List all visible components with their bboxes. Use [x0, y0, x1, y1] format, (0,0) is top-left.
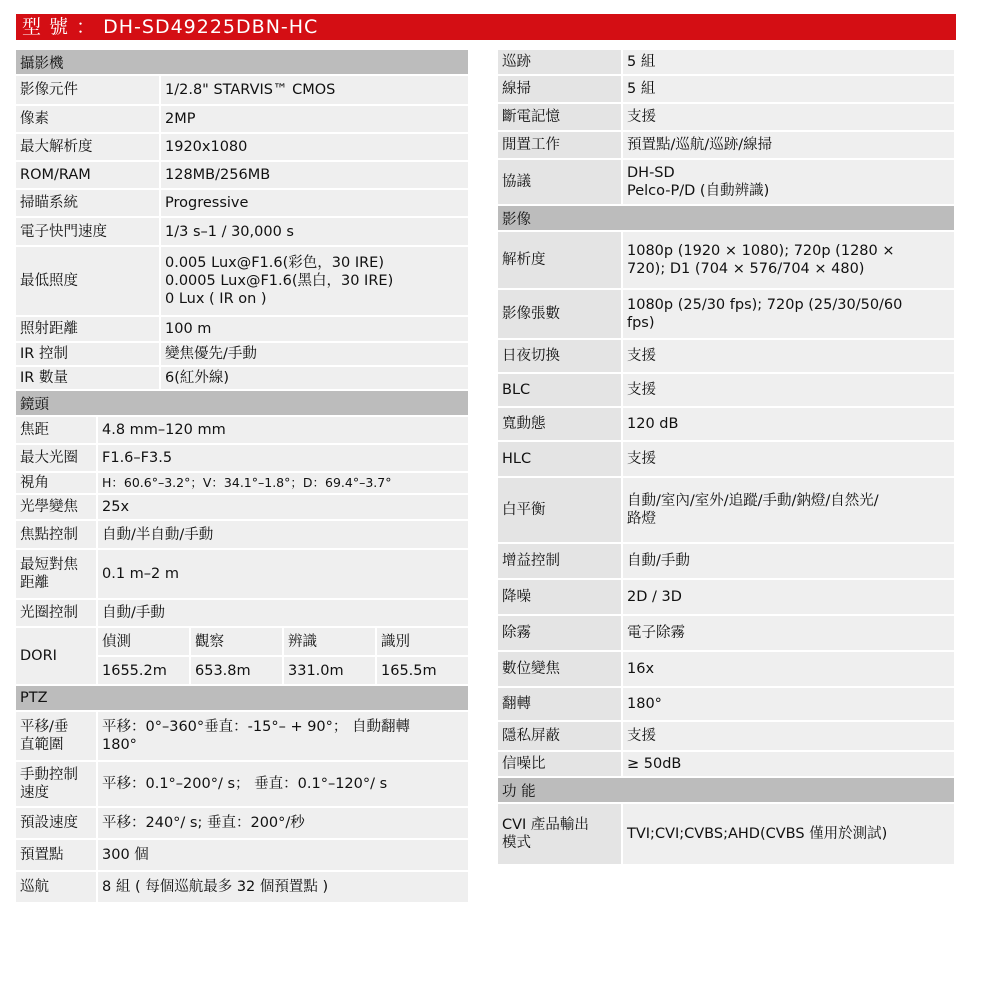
spec-row [16, 808, 468, 838]
spec-value: 支援 [623, 104, 954, 130]
spec-value: 自動/手動 [623, 544, 954, 578]
spec-row [498, 290, 954, 338]
spec-row [16, 343, 468, 365]
spec-value: H：60.6°–3.2°；V：34.1°–1.8°；D：69.4°–3.7° [98, 473, 468, 493]
spec-value: 支援 [623, 722, 954, 750]
left-spec-column [16, 50, 468, 904]
section-header-lens: 鏡頭 [16, 391, 468, 415]
spec-label: 影像元件 [16, 76, 159, 104]
spec-label: HLC [498, 442, 621, 476]
spec-label: 降噪 [498, 580, 621, 614]
spec-value: 1920x1080 [161, 134, 468, 160]
spec-row [498, 478, 954, 542]
spec-row [16, 76, 468, 104]
spec-row [16, 600, 468, 626]
spec-row [498, 408, 954, 440]
section-header-function: 功 能 [498, 778, 954, 802]
spec-value: 平移：240°/ s; 垂直：200°/秒 [98, 808, 468, 838]
spec-row [498, 50, 954, 74]
spec-label: CVI 產品輸出 模式 [498, 804, 621, 864]
spec-value: ≥ 50dB [623, 752, 954, 776]
spec-row [16, 445, 468, 471]
spec-value: 4.8 mm–120 mm [98, 417, 468, 443]
spec-label: 預置點 [16, 840, 96, 870]
spec-value: Progressive [161, 190, 468, 216]
spec-value: 自動/手動 [98, 600, 468, 626]
dori-value-identify: 165.5m [377, 657, 468, 684]
spec-value: 25x [98, 495, 468, 519]
spec-label: 白平衡 [498, 478, 621, 542]
spec-value: 128MB/256MB [161, 162, 468, 188]
spec-value: 5 組 [623, 50, 954, 74]
spec-label: 最短對焦 距離 [16, 550, 96, 598]
spec-row [498, 804, 954, 864]
spec-row [16, 521, 468, 548]
spec-label: 除霧 [498, 616, 621, 650]
section-header-image: 影像 [498, 206, 954, 230]
spec-value: 變焦優先/手動 [161, 343, 468, 365]
spec-row [498, 132, 954, 158]
spec-label: 掃瞄系統 [16, 190, 159, 216]
spec-row [16, 367, 468, 389]
spec-row [16, 247, 468, 315]
dori-header-detect: 偵測 [98, 628, 189, 655]
spec-label: 電子快門速度 [16, 218, 159, 245]
spec-label: 日夜切換 [498, 340, 621, 372]
spec-row [16, 317, 468, 341]
spec-label: 最低照度 [16, 247, 159, 315]
right-spec-column [498, 50, 954, 866]
spec-row [498, 340, 954, 372]
dori-grid [98, 628, 468, 684]
spec-label: 斷電記憶 [498, 104, 621, 130]
spec-label: 翻轉 [498, 688, 621, 720]
spec-value: 2D / 3D [623, 580, 954, 614]
spec-value: 6(紅外線) [161, 367, 468, 389]
spec-label: 平移/垂 直範圍 [16, 712, 96, 760]
spec-label: 解析度 [498, 232, 621, 288]
spec-value: 120 dB [623, 408, 954, 440]
spec-label: IR 數量 [16, 367, 159, 389]
spec-label: 影像張數 [498, 290, 621, 338]
spec-row [16, 190, 468, 216]
spec-label: 增益控制 [498, 544, 621, 578]
spec-row [498, 374, 954, 406]
dori-header-row [98, 628, 468, 655]
spec-value: 自動/室內/室外/追蹤/手動/鈉燈/自然光/ 路燈 [623, 478, 954, 542]
spec-value: 8 組 ( 每個巡航最多 32 個預置點 ) [98, 872, 468, 902]
spec-value: 支援 [623, 374, 954, 406]
spec-value: 300 個 [98, 840, 468, 870]
section-header-camera: 攝影機 [16, 50, 468, 74]
spec-label: 數位變焦 [498, 652, 621, 686]
spec-value: 0.1 m–2 m [98, 550, 468, 598]
spec-label: 寬動態 [498, 408, 621, 440]
spec-value: 支援 [623, 442, 954, 476]
spec-value: TVI;CVI;CVBS;AHD(CVBS 僅用於測試) [623, 804, 954, 864]
spec-row [16, 762, 468, 806]
spec-row [498, 160, 954, 204]
spec-value: 電子除霧 [623, 616, 954, 650]
spec-value: 100 m [161, 317, 468, 341]
dori-header-recognize: 辨識 [284, 628, 375, 655]
spec-value: F1.6–F3.5 [98, 445, 468, 471]
spec-label: 巡航 [16, 872, 96, 902]
spec-value: 自動/半自動/手動 [98, 521, 468, 548]
spec-label: ROM/RAM [16, 162, 159, 188]
spec-label: 信噪比 [498, 752, 621, 776]
spec-row [16, 712, 468, 760]
spec-row [498, 544, 954, 578]
model-title: 型 號 ： DH-SD49225DBN-HC [16, 14, 956, 40]
spec-row [16, 840, 468, 870]
spec-row [498, 104, 954, 130]
spec-value: 平移：0.1°–200°/ s； 垂直：0.1°–120°/ s [98, 762, 468, 806]
spec-label: 手動控制 速度 [16, 762, 96, 806]
spec-row [16, 495, 468, 519]
spec-value: 1/2.8" STARVIS™ CMOS [161, 76, 468, 104]
spec-value: 0.005 Lux@F1.6(彩色，30 IRE) 0.0005 Lux@F1.6(黑白，30 IRE) 0 Lux ( IR on ) [161, 247, 468, 315]
spec-value: DH-SD Pelco-P/D (自動辨識) [623, 160, 954, 204]
spec-value: 平移：0°–360°垂直：-15°– + 90°； 自動翻轉 180° [98, 712, 468, 760]
spec-row [498, 722, 954, 750]
spec-label: 閒置工作 [498, 132, 621, 158]
spec-label: 視角 [16, 473, 96, 493]
spec-value: 1/3 s–1 / 30,000 s [161, 218, 468, 245]
dori-table [16, 628, 468, 684]
dori-label: DORI [16, 628, 96, 684]
spec-label: 巡跡 [498, 50, 621, 74]
spec-row [498, 442, 954, 476]
spec-value: 2MP [161, 106, 468, 132]
spec-label: 焦距 [16, 417, 96, 443]
spec-row [498, 652, 954, 686]
spec-row [16, 473, 468, 493]
spec-label: 預設速度 [16, 808, 96, 838]
spec-value: 5 組 [623, 76, 954, 102]
dori-value-observe: 653.8m [191, 657, 282, 684]
spec-label: 焦點控制 [16, 521, 96, 548]
spec-label: BLC [498, 374, 621, 406]
spec-label: 光學變焦 [16, 495, 96, 519]
spec-row [498, 232, 954, 288]
spec-row [498, 580, 954, 614]
spec-label: 像素 [16, 106, 159, 132]
spec-row [498, 752, 954, 776]
spec-row [16, 872, 468, 902]
spec-label: 照射距離 [16, 317, 159, 341]
dori-header-identify: 識別 [377, 628, 468, 655]
spec-label: IR 控制 [16, 343, 159, 365]
spec-label: 最大光圈 [16, 445, 96, 471]
spec-row [498, 616, 954, 650]
spec-label: 最大解析度 [16, 134, 159, 160]
spec-value: 16x [623, 652, 954, 686]
spec-label: 協議 [498, 160, 621, 204]
spec-row [16, 417, 468, 443]
spec-value: 1080p (25/30 fps); 720p (25/30/50/60 fps) [623, 290, 954, 338]
dori-value-recognize: 331.0m [284, 657, 375, 684]
spec-label: 線掃 [498, 76, 621, 102]
spec-row [16, 550, 468, 598]
spec-label: 光圈控制 [16, 600, 96, 626]
spec-row [16, 134, 468, 160]
spec-value: 180° [623, 688, 954, 720]
spec-value: 1080p (1920 × 1080); 720p (1280 × 720); D1 (704 × 576/704 × 480) [623, 232, 954, 288]
spec-row [16, 106, 468, 132]
dori-header-observe: 觀察 [191, 628, 282, 655]
spec-value: 預置點/巡航/巡跡/線掃 [623, 132, 954, 158]
section-header-ptz: PTZ [16, 686, 468, 710]
spec-row [16, 218, 468, 245]
spec-row [16, 162, 468, 188]
spec-row [498, 688, 954, 720]
spec-label: 隱私屏蔽 [498, 722, 621, 750]
dori-value-detect: 1655.2m [98, 657, 189, 684]
spec-value: 支援 [623, 340, 954, 372]
spec-row [498, 76, 954, 102]
dori-value-row [98, 657, 468, 684]
